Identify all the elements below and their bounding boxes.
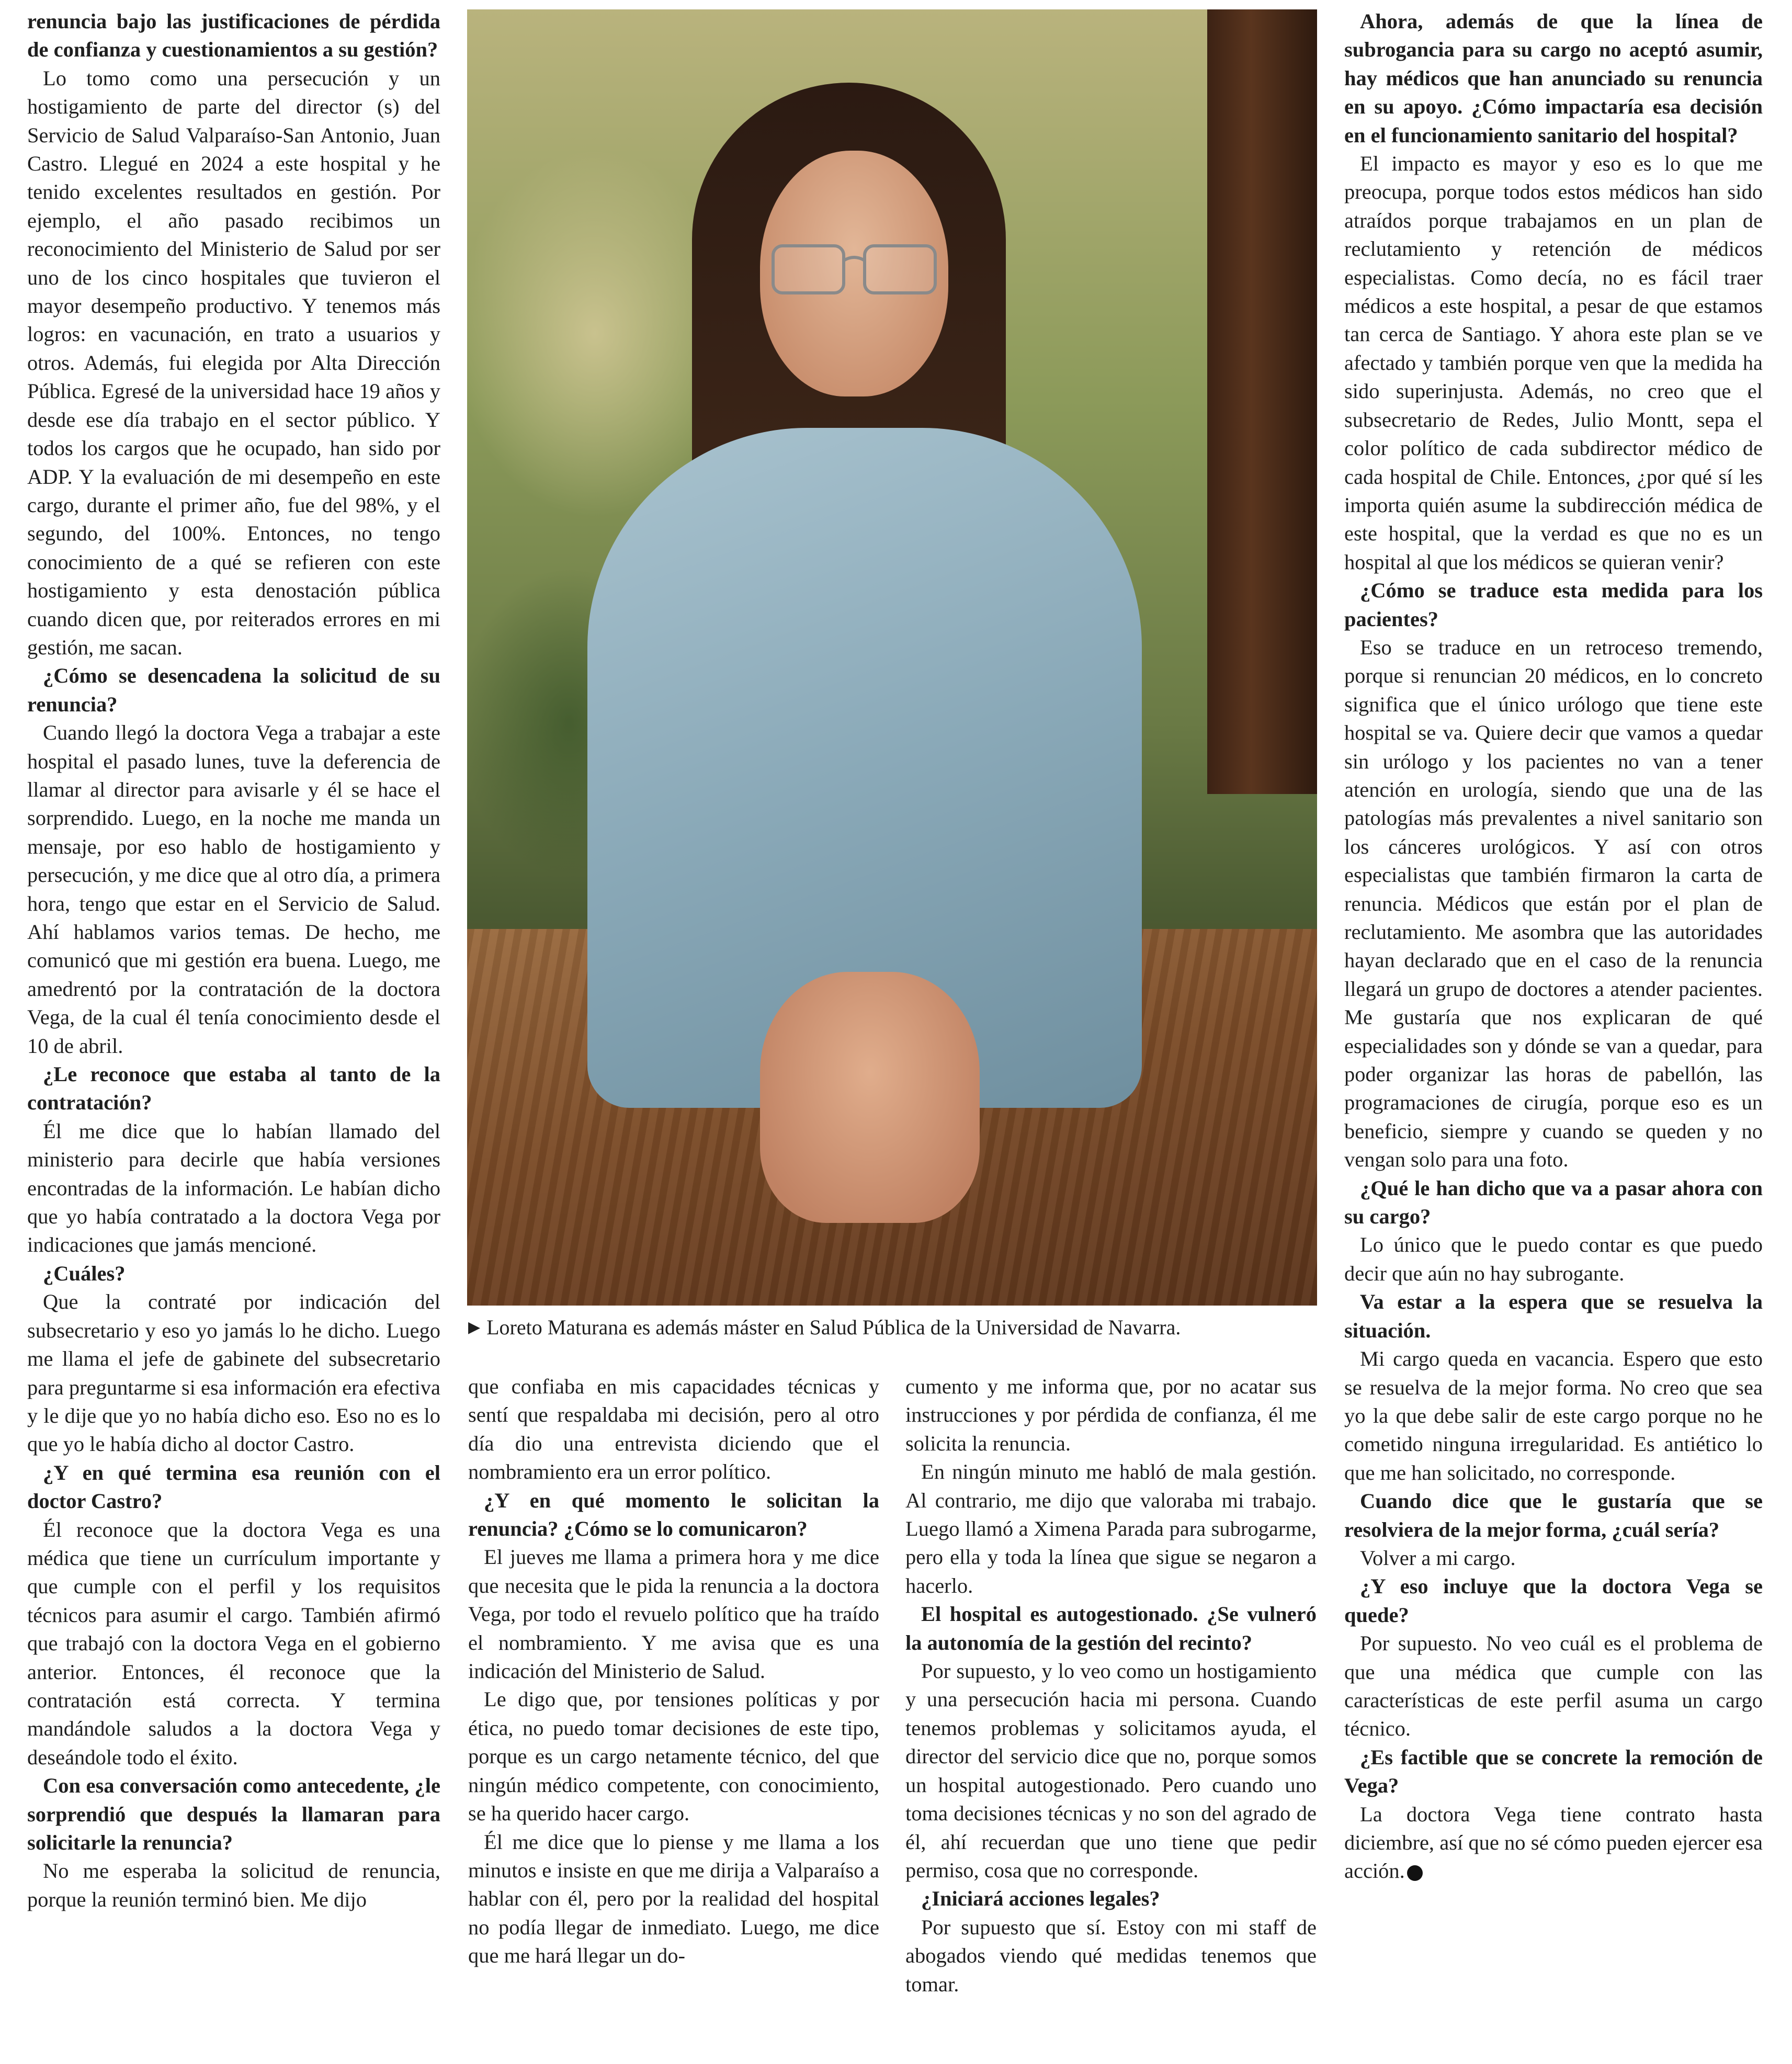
answer-paragraph (905, 1913, 1317, 1999)
end-mark-icon (1407, 1865, 1423, 1881)
paragraph-text: Por supuesto que sí. Estoy con mi staff de abogados viendo qué medidas tenemos que tomar. (905, 1915, 1317, 1996)
portrait-photo (467, 9, 1317, 1306)
answer-paragraph (1344, 1544, 1763, 1572)
paragraph-text: Por supuesto, y lo veo como un hostigamiento y una persecución hacia mi persona. Cuando tenemos problemas y solicitamos ayuda, el director del servicio dice que no, porque somos un hospital autogestionado. Pero cuando uno toma decisiones técnicas y no son del agrado de él, ahí recuerdan que uno tiene que pedir permiso, cosa que no corresponde. (905, 1659, 1317, 1882)
caption-triangle-icon: ▶ (468, 1319, 481, 1336)
paragraph-text: Él reconoce que la doctora Vega es una médica que tiene un currículum importante y que cumple con el perfil y los requisitos técnicos para asumir el cargo. También afirmó que trabajó con la doctora Vega en el gobierno anterior. Entonces, él reconoce que la contratación está correcta. Y termina mandándole saludos a la doctora Vega y deseándole todo el éxito. (27, 1517, 440, 1769)
answer-paragraph (1344, 1231, 1763, 1288)
question (27, 662, 440, 719)
question-text: ¿Cómo se traduce esta medida para los pacientes? (1344, 579, 1763, 631)
answer-paragraph (27, 719, 440, 1060)
article-column-4 (1344, 7, 1763, 1886)
article-column-2 (468, 1373, 879, 1970)
answer-paragraph (27, 64, 440, 662)
article-column-3 (905, 1373, 1317, 1999)
article-column-1 (27, 7, 440, 1914)
question (1344, 1487, 1763, 1544)
paragraph-text: cumento y me informa que, por no acatar sus instrucciones y por pérdida de confianza, él me solicita la renuncia. (905, 1375, 1317, 1455)
paragraph-text: Le digo que, por tensiones políticas y por ética, no puedo tomar decisiones de este tipo, porque es un cargo netamente técnico, del que ningún médico competente, con conocimiento, se ha querido hacer cargo. (468, 1687, 879, 1825)
question-text: Cuando dice que le gustaría que se resolviera de la mejor forma, ¿cuál sería? (1344, 1489, 1763, 1541)
answer-paragraph (1344, 1800, 1763, 1886)
question-text: ¿Qué le han dicho que va a pasar ahora con su cargo? (1344, 1176, 1763, 1229)
question-text: Con esa conversación como antecedente, ¿le sorprendió que después la llamaran para solicitarle la renuncia? (27, 1774, 440, 1854)
answer-paragraph (905, 1458, 1317, 1600)
question (27, 7, 440, 64)
answer-paragraph (1344, 1629, 1763, 1743)
answer-paragraph (905, 1373, 1317, 1458)
question-text: ¿Y en qué termina esa reunión con el doctor Castro? (27, 1460, 440, 1513)
paragraph-text: Lo único que le puedo contar es que puedo decir que aún no hay subrogante. (1344, 1233, 1763, 1285)
question (1344, 1288, 1763, 1345)
answer-paragraph (468, 1685, 879, 1828)
question (1344, 1743, 1763, 1800)
paragraph-text: No me esperaba la solicitud de renuncia, porque la reunión terminó bien. Me dijo (27, 1859, 440, 1911)
answer-paragraph (27, 1516, 440, 1772)
paragraph-text: Por supuesto. No veo cuál es el problema de que una médica que cumple con las características de este perfil asuma un cargo técnico. (1344, 1631, 1763, 1741)
answer-paragraph (27, 1857, 440, 1914)
paragraph-text: Que la contraté por indicación del subsecretario y eso yo jamás lo he dicho. Luego me llama el jefe de gabinete del subsecretario para preguntarme si esa información era efectiva y le dije que yo no había dicho eso. Eso no es lo que yo le había dicho al doctor Castro. (27, 1290, 440, 1456)
question (27, 1060, 440, 1117)
glasses-icon (768, 240, 940, 297)
photo-caption (468, 1314, 1331, 1343)
question-text: ¿Le reconoce que estaba al tanto de la contratación? (27, 1062, 440, 1115)
paragraph-text: que confiaba en mis capacidades técnicas y sentí que respaldaba mi decisión, pero al otro día dio una entrevista diciendo que el nombramiento era un error político. (468, 1375, 879, 1484)
paragraph-text: La doctora Vega tiene contrato hasta diciembre, así que no sé cómo pueden ejercer esa acción. (1344, 1802, 1763, 1883)
question-text: ¿Y en qué momento le solicitan la renuncia? ¿Cómo se lo comunicaron? (468, 1488, 879, 1541)
question-text: ¿Y eso incluye que la doctora Vega se quede? (1344, 1574, 1763, 1627)
caption-text: Loreto Maturana es además máster en Salud Pública de la Universidad de Navarra. (486, 1315, 1181, 1339)
answer-paragraph (27, 1117, 440, 1260)
answer-paragraph (905, 1657, 1317, 1885)
question (905, 1600, 1317, 1657)
answer-paragraph (468, 1373, 879, 1487)
question (1344, 1174, 1763, 1231)
paragraph-text: El jueves me llama a primera hora y me dice que necesita que le pida la renuncia a la doctora Vega, por todo el revuelo político que ha traído el nombramiento. Y me avisa que es una indicación del Ministerio de Salud. (468, 1545, 879, 1683)
question-text: El hospital es autogestionado. ¿Se vulneró la autonomía de la gestión del recinto? (905, 1602, 1317, 1654)
portrait-hands (760, 972, 980, 1223)
question (27, 1772, 440, 1857)
paragraph-text: En ningún minuto me habló de mala gestión. Al contrario, me dijo que valoraba mi trabajo. Luego llamó a Ximena Parada para subrogarme, pero ella y toda la línea que sigue se negaron a hacerlo. (905, 1460, 1317, 1597)
question-text: ¿Cómo se desencadena la solicitud de su renuncia? (27, 664, 440, 716)
answer-paragraph (468, 1828, 879, 1970)
paragraph-text: Eso se traduce en un retroceso tremendo, porque si renuncian 20 médicos, en lo concreto significa que el único urólogo que tiene este hospital se va. Quiere decir que vamos a quedar sin urólogo y los pacientes no van a tener atención en urología, siendo que una de las patologías más prevalentes a nivel sanitario son los cánceres urológicos. Y así con otros especialistas que también firmaron la carta de renuncia. Médicos que están por el plan de reclutamiento. Me asombra que las autoridades hayan declarado que en el caso de la renuncia llegará un grupo de doctores a atender pacientes. Me gustaría que nos explicaran de qué especialidades son y dónde se van a quedar, para poder organizar las horas de pabellón, las programaciones de cirugía, porque eso es un beneficio, siempre y cuando se queden y no vengan solo para una foto. (1344, 635, 1763, 1172)
paragraph-text: El impacto es mayor y eso es lo que me preocupa, porque todos estos médicos han sido atraídos porque trabajamos en un plan de reclutamiento y retención de médicos especialistas. Como decía, no es fácil traer médicos a este hospital, a pesar de que estamos tan cerca de Santiago. Y ahora este plan se ve afectado y también porque ven que la medida ha sido superinjusta. Además, no creo que el subsecretario de Redes, Julio Montt, sepa el color político de cada subdirector médico de cada hospital de Chile. Entonces, ¿por qué sí les importa quién asume la subdirección médica de este hospital, que la verdad es que no es un hospital al que los médicos se quieran venir? (1344, 152, 1763, 574)
paragraph-text: Él me dice que lo piense y me llama a los minutos e insiste en que me dirija a Valparaíso a hablar con él, pero por la realidad del hospital no podía llegar de inmediato. Luego, me dice que me hará llegar un do- (468, 1830, 879, 1968)
answer-paragraph (27, 1288, 440, 1458)
question-text: ¿Cuáles? (43, 1261, 126, 1285)
paragraph-text: Cuando llegó la doctora Vega a trabajar a este hospital el pasado lunes, tuve la deferencia de llamar al director para avisarle y él se hace el sorprendido. Luego, en la noche me manda un mensaje, por eso hablo de hostigamiento y persecución, y me dice que al otro día, a primera hora, tengo que estar en el Servicio de Salud. Ahí hablamos varios temas. De hecho, me comunicó que mi gestión era buena. Luego, me amedrentó por la contratación de la doctora Vega, de la cual él tenía conocimiento desde el 10 de abril. (27, 721, 440, 1058)
question (1344, 1572, 1763, 1629)
question (27, 1260, 440, 1288)
question (905, 1885, 1317, 1913)
question (27, 1459, 440, 1516)
paragraph-text: Mi cargo queda en vacancia. Espero que esto se resuelva de la mejor forma. No creo que sea yo la que debe salir de este cargo porque no he cometido ninguna irregularidad. Es antiético lo que me han solicitado, no corresponde. (1344, 1347, 1763, 1484)
question-text: Va estar a la espera que se resuelva la situación. (1344, 1290, 1763, 1342)
answer-paragraph (468, 1543, 879, 1685)
answer-paragraph (1344, 150, 1763, 576)
answer-paragraph (1344, 1345, 1763, 1487)
question-text: ¿Es factible que se concrete la remoción de Vega? (1344, 1745, 1763, 1798)
answer-paragraph (1344, 633, 1763, 1174)
question-text: ¿Iniciará acciones legales? (921, 1887, 1160, 1911)
paragraph-text: Él me dice que lo habían llamado del ministerio para decirle que había versiones encontradas de la información. Le habían dicho que yo había contratado a la doctora Vega por indicaciones que jamás mencioné. (27, 1119, 440, 1257)
wooden-post (1207, 9, 1317, 794)
question (1344, 7, 1763, 150)
question (1344, 576, 1763, 633)
question (468, 1487, 879, 1544)
question-text: renuncia bajo las justificaciones de pérdida de confianza y cuestionamientos a su gestión? (27, 9, 440, 62)
paragraph-text: Volver a mi cargo. (1360, 1546, 1516, 1570)
paragraph-text: Lo tomo como una persecución y un hostigamiento de parte del director (s) del Servicio de Salud Valparaíso-San Antonio, Juan Castro. Llegué en 2024 a este hospital y he tenido excelentes resultados en gestión. Por ejemplo, el año pasado recibimos un reconocimiento del Ministerio de Salud por ser uno de los cinco hospitales que tuvieron el mayor desempeño productivo. Y tenemos más logros: en vacunación, en trato a usuarios y otros. Además, fui elegida por Alta Dirección Pública. Egresé de la universidad hace 19 años y desde ese día trabajo en el sector público. Y todos los cargos que he ocupado, han sido por ADP. Y la evaluación de mi desempeño en este cargo, durante el primer año, fue del 98%, y el segundo, del 100%. Entonces, no tengo conocimiento de a qué se refieren con este hostigamiento y esta denostación pública cuando dicen que, por reiterados errores en mi gestión, me sacan. (27, 66, 440, 659)
question-text: Ahora, además de que la línea de subrogancia para su cargo no aceptó asumir, hay médicos que han anunciado su renuncia en su apoyo. ¿Cómo impactaría esa decisión en el funcionamiento sanitario del hospital? (1344, 9, 1763, 147)
